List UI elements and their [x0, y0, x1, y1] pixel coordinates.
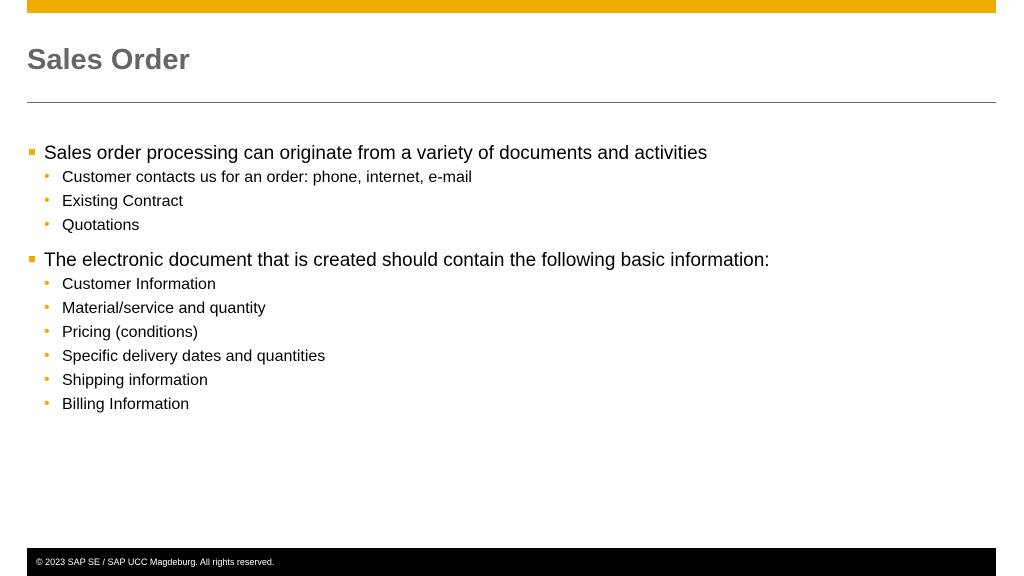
- footer-bar: [27, 548, 996, 576]
- sub-bullet-item: [27, 214, 987, 238]
- bullet-level-1: [27, 142, 987, 166]
- dot-bullet-icon: •: [44, 216, 50, 233]
- slide-title: Sales Order: [27, 44, 190, 76]
- bullet-level-1: [27, 249, 987, 273]
- slide-content: [27, 142, 987, 428]
- dot-bullet-icon: •: [44, 299, 50, 316]
- sub-bullet-item: [27, 369, 987, 393]
- sub-bullet-list: [27, 273, 987, 417]
- title-divider: [27, 102, 996, 103]
- sub-bullet-text: Billing Information: [62, 396, 190, 413]
- sub-bullet-text: Shipping information: [62, 372, 208, 389]
- dot-bullet-icon: •: [44, 347, 50, 364]
- sub-bullet-item: [27, 190, 987, 214]
- bullet-text: Sales order processing can originate from a variety of documents and activities: [44, 143, 708, 164]
- sub-bullet-text: Specific delivery dates and quantities: [62, 348, 326, 365]
- sub-bullet-item: [27, 321, 987, 345]
- sub-bullet-item: [27, 393, 987, 417]
- dot-bullet-icon: •: [44, 323, 50, 340]
- square-bullet-icon: [29, 149, 35, 155]
- dot-bullet-icon: •: [44, 168, 50, 185]
- dot-bullet-icon: •: [44, 371, 50, 388]
- sub-bullet-text: Material/service and quantity: [62, 300, 266, 317]
- dot-bullet-icon: •: [44, 275, 50, 292]
- bullet-text: The electronic document that is created should contain the following basic information:: [44, 250, 770, 271]
- sub-bullet-item: [27, 273, 987, 297]
- dot-bullet-icon: •: [44, 192, 50, 209]
- bullet-section-2: [27, 249, 987, 417]
- dot-bullet-icon: •: [44, 395, 50, 412]
- square-bullet-icon: [29, 256, 35, 262]
- sub-bullet-text: Quotations: [62, 217, 140, 234]
- sub-bullet-text: Customer Information: [62, 276, 216, 293]
- sub-bullet-text: Customer contacts us for an order: phone, internet, e-mail: [62, 169, 472, 186]
- sub-bullet-text: Pricing (conditions): [62, 324, 199, 341]
- sub-bullet-item: [27, 297, 987, 321]
- copyright-text: © 2023 SAP SE / SAP UCC Magdeburg. All rights reserved.: [36, 557, 275, 567]
- sub-bullet-text: Existing Contract: [62, 193, 183, 210]
- sub-bullet-list: [27, 166, 987, 238]
- sub-bullet-item: [27, 345, 987, 369]
- top-accent-bar: [27, 0, 996, 13]
- sub-bullet-item: [27, 166, 987, 190]
- bullet-section-1: [27, 142, 987, 238]
